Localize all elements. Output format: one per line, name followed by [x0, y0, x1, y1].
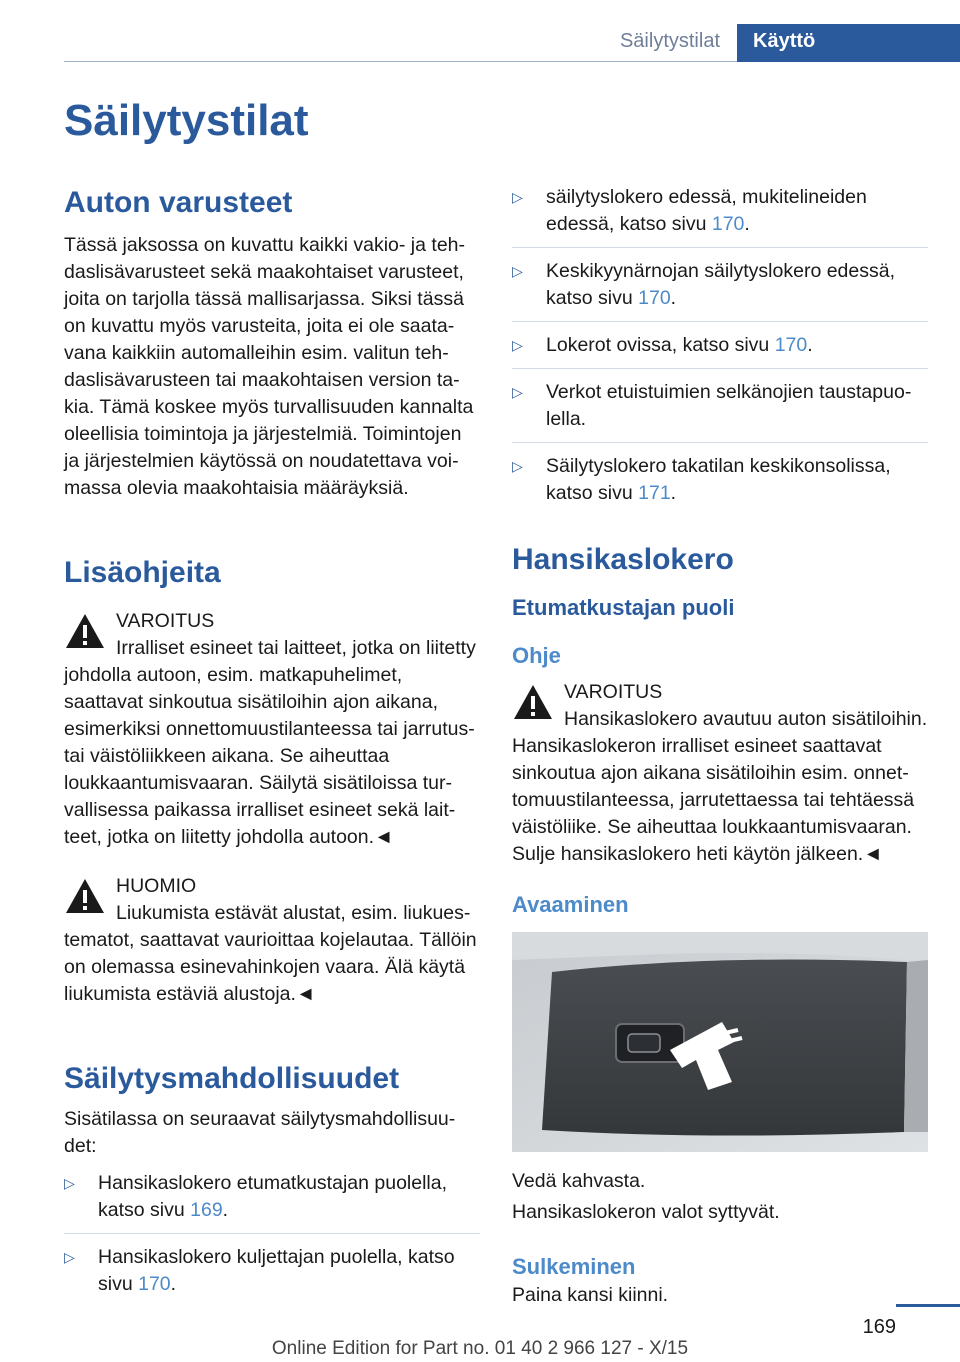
page-number: 169 [862, 1316, 896, 1338]
step-press-closed: Paina kansi kiinni. [512, 1284, 669, 1306]
heading-sailytysmahdollisuudet: Säilytysmahdollisuudet [64, 1062, 400, 1095]
sailytys-intro-text: Sisätilassa on seuraavat säilytysmahdollisuudet: [64, 1108, 456, 1157]
list-item: ▷ säilytyslokero edessä, mukitelineiden edessä, katso sivu 170. [512, 186, 867, 235]
heading-sulkeminen: Sulkeminen [512, 1254, 636, 1279]
running-header [0, 24, 960, 62]
warning-triangle-icon [64, 612, 106, 650]
heading-avaaminen: Avaaminen [512, 892, 629, 917]
step-lights-on: Hansikaslokeron valot syttyvät. [512, 1201, 780, 1223]
page-link[interactable]: 169 [190, 1199, 223, 1221]
page-link[interactable]: 170 [774, 334, 808, 356]
step-pull-handle: Vedä kahvasta. [512, 1170, 646, 1192]
heading-etumatkustajan-puoli: Etumatkustajan puoli [512, 595, 735, 620]
triangle-bullet-icon: ▷ [64, 1175, 75, 1191]
triangle-bullet-icon: ▷ [512, 263, 523, 279]
heading-hansikaslokero: Hansikaslokero [512, 543, 734, 576]
storage-list-right [512, 184, 928, 507]
list-item: ▷ Lokerot ovissa, katso sivu 170. [512, 332, 928, 359]
list-item: ▷ Keskikyynärnojan säilytyslokero edessä, katso sivu 170. [512, 260, 896, 309]
triangle-bullet-icon: ▷ [512, 337, 523, 353]
warning-text: Irralliset esineet tai laitteet, jotka on liitetty johdolla autoon, esim. matkapuhelimet, saattavat sinkoutua sisätiloihin ajon aikana, esimerkiksi onnettomuustilanteessa tai jarrutus- tai väistöliikkeen aikana. Se aiheuttaa loukkaantumisvaaran. Säilytä sisätiloissa turvallisessa paikassa irralliset esineet sekä laitteet, jotka on liitetty johdolla autoon.◄ [64, 637, 476, 848]
heading-auton-varusteet: Auton varusteet [64, 186, 293, 219]
footer-edition: Online Edition for Part no. 01 40 2 966 127 - X/15 [271, 1338, 689, 1359]
list-item: ▷ Hansikaslokero etumatkustajan puolella, katso sivu 169. [64, 1172, 448, 1221]
glovebox-photo [512, 932, 928, 1152]
page-link[interactable]: 170 [638, 287, 671, 309]
storage-list-left [64, 1170, 480, 1298]
right-column [512, 184, 928, 1309]
warning-label: VAROITUS [564, 681, 663, 703]
notice-text: Liukumista estävät alustat, esim. liukuestematot, saattavat vaurioittaa kojelautaa. Tällöin on olemassa esinevahinkojen vaara. Älä käytä liukumista estäviä alustoja.◄ [64, 902, 477, 1005]
page-link[interactable]: 171 [638, 482, 671, 504]
left-column [64, 184, 480, 1307]
list-item: ▷ Säilytyslokero takatilan keskikonsolissa, katso sivu 171. [512, 455, 891, 504]
list-item: ▷ Verkot etuistuimien selkänojien taustapuolella. [512, 381, 912, 430]
triangle-bullet-icon: ▷ [64, 1249, 75, 1265]
warning-text: Hansikaslokero avautuu auton sisätiloihin. Hansikaslokeron irralliset esineet saattavat sinkoutua ajon aikana sisätiloihin esim. onnettomuustilanteessa, jarrutettaessa tai tehtäessä väistöliike. Se aiheuttaa loukkaantumisvaaran. Sulje hansikaslokero heti käytön jälkeen.◄ [512, 708, 928, 865]
page-title: Säilytystilat [64, 96, 309, 145]
triangle-bullet-icon: ▷ [512, 384, 523, 400]
warning-triangle-icon [64, 877, 106, 915]
header-section-title: Säilytystilat [619, 30, 720, 52]
header-chapter-tab: Käyttö [737, 24, 960, 62]
auton-varusteet-text: Tässä jaksossa on kuvattu kaikki vakio- ja tehdaslisävarusteet sekä maakohtaiset varusteet, joita on tarjolla tässä mallisarjassa. Siksi tässä on kuvattu myös varusteita, joita ei ole saatavana kaikkiin automalleihin esim. valitun tehdaslisävarusteen tai maakohtaisen version takia. Tämä koskee myös turvallisuuden kannalta oleellisia toimintoja ja järjestelmiä. Toimintojen ja järjestelmien käytössä on noudatettava voimassa olevia maakohtaisia määräyksiä. [64, 234, 474, 499]
triangle-bullet-icon: ▷ [512, 458, 523, 474]
page-link[interactable]: 170 [138, 1273, 171, 1295]
warning-block-1 [64, 608, 480, 851]
warning-triangle-icon [512, 683, 554, 721]
page-link[interactable]: 170 [711, 213, 745, 235]
warning-label: VAROITUS [116, 610, 215, 632]
notice-block [64, 873, 480, 1008]
glovebox-handle-illustration [512, 932, 928, 1152]
notice-label: HUOMIO [116, 875, 197, 897]
heading-lisaohjeita: Lisäohjeita [64, 556, 221, 589]
triangle-bullet-icon: ▷ [512, 189, 523, 205]
warning-block-2 [512, 679, 928, 868]
list-item: ▷ Hansikaslokero kuljettajan puolella, katso sivu 170. [64, 1246, 455, 1295]
heading-ohje: Ohje [512, 643, 561, 668]
footer-rule [896, 1304, 960, 1307]
